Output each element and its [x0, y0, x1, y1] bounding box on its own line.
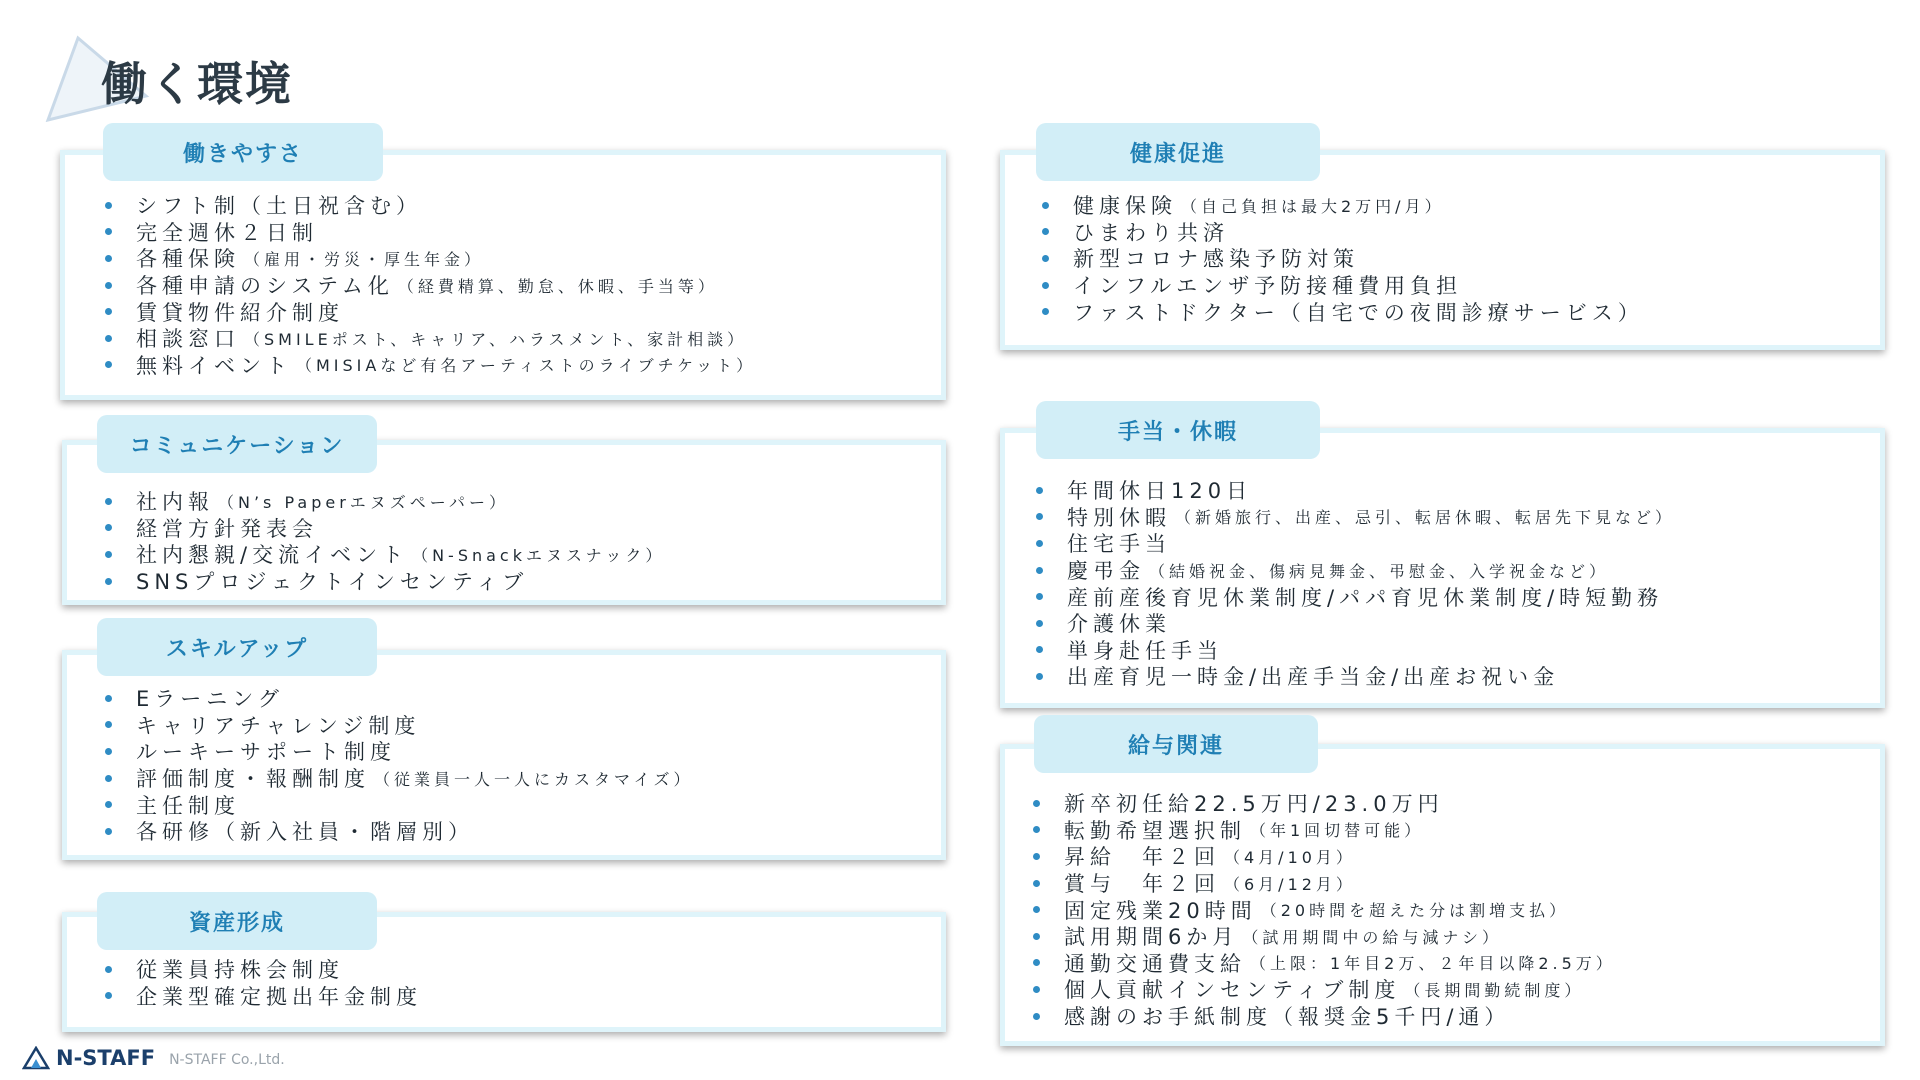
- list-item: [1033, 896, 1616, 923]
- item-main: 試用期間6か月: [1064, 925, 1239, 950]
- bullet-icon: [1033, 853, 1040, 860]
- item-sub: （自己負担は最大2万円/月）: [1181, 196, 1445, 216]
- list-item: [1033, 976, 1616, 1003]
- bullet-icon: [105, 966, 112, 973]
- item-main: 賃貸物件紹介制度: [136, 300, 344, 325]
- section-title-communication: コミュニケーション: [97, 415, 377, 473]
- bullet-icon: [1033, 986, 1040, 993]
- item-main: 社内報: [136, 490, 214, 515]
- item-main: 経営方針発表会: [136, 516, 318, 541]
- list-item: [1033, 843, 1616, 870]
- list-item: [1033, 1003, 1616, 1030]
- item-sub: （年1回切替可能）: [1250, 821, 1425, 841]
- item-sub: （従業員一人一人にカスタマイズ）: [374, 769, 694, 789]
- list-item: [1042, 219, 1648, 246]
- bullet-icon: [1033, 880, 1040, 887]
- health-list: [1042, 192, 1648, 325]
- item-main: 産前産後育児休業制度/パパ育児休業制度/時短勤務: [1067, 585, 1664, 610]
- bullet-icon: [105, 695, 112, 702]
- item-sub: （MISIAなど有名アーティストのライブチケット）: [296, 356, 757, 376]
- bullet-icon: [1042, 282, 1049, 289]
- list-item: [105, 352, 756, 379]
- assets-list: [105, 956, 426, 1009]
- list-item: [1033, 817, 1616, 844]
- list-item: [1042, 272, 1648, 299]
- item-main: 介護休業: [1067, 612, 1171, 637]
- item-sub: （新婚旅行、出産、忌引、転居休暇、転居先下見など）: [1175, 508, 1676, 528]
- item-main: 新型コロナ感染予防対策: [1073, 247, 1359, 272]
- list-item: [105, 245, 756, 272]
- card-allowance: [1000, 428, 1885, 708]
- bullet-icon: [1036, 646, 1043, 653]
- footer-company: N-STAFF Co.,Ltd.: [169, 1052, 285, 1068]
- card-salary: [1000, 744, 1885, 1046]
- list-item: [1036, 583, 1675, 610]
- bullet-icon: [1033, 826, 1040, 833]
- item-main: ルーキーサポート制度: [136, 740, 396, 765]
- bullet-icon: [105, 228, 112, 235]
- item-sub: （N-Snackエヌスナック）: [412, 545, 666, 565]
- item-main: 単身赴任手当: [1067, 638, 1223, 663]
- list-item: [105, 192, 756, 219]
- bullet-icon: [105, 308, 112, 315]
- section-title-allowance: 手当・休暇: [1036, 401, 1320, 459]
- bullet-icon: [105, 775, 112, 782]
- allowance-list: [1036, 477, 1675, 690]
- item-main: 評価制度・報酬制度: [136, 767, 370, 792]
- bullet-icon: [105, 282, 112, 289]
- bullet-icon: [1033, 1013, 1040, 1020]
- item-sub: （4月/10月）: [1224, 847, 1356, 867]
- item-main: 無料イベント: [136, 353, 292, 378]
- bullet-icon: [105, 202, 112, 209]
- list-item: [1042, 245, 1648, 272]
- bullet-icon: [1033, 800, 1040, 807]
- bullet-icon: [105, 578, 112, 585]
- bullet-icon: [105, 721, 112, 728]
- item-main: 主任制度: [136, 793, 240, 818]
- bullet-icon: [1036, 513, 1043, 520]
- list-item: [1036, 557, 1675, 584]
- page-title: 働く環境: [101, 57, 293, 111]
- item-main: 出産育児一時金/出産手当金/出産お祝い金: [1067, 665, 1560, 690]
- item-sub: （試用期間中の給与減ナシ）: [1242, 927, 1503, 947]
- list-item: [1036, 637, 1675, 664]
- section-title-skillup: スキルアップ: [97, 618, 377, 676]
- skillup-list: [105, 685, 694, 845]
- list-item: [1033, 950, 1616, 977]
- bullet-icon: [105, 498, 112, 505]
- footer-brand: N-STAFF: [56, 1046, 156, 1070]
- list-item: [105, 568, 665, 595]
- item-main: 相談窓口: [136, 327, 240, 352]
- bullet-icon: [1036, 620, 1043, 627]
- list-item: [1033, 790, 1616, 817]
- item-main: 個人貢献インセンティブ制度: [1064, 978, 1401, 1003]
- bullet-icon: [1036, 567, 1043, 574]
- item-main: 昇給 年２回: [1064, 845, 1220, 870]
- list-item: [105, 956, 426, 983]
- item-main: Eラーニング: [136, 687, 284, 712]
- section-title-workability: 働きやすさ: [103, 123, 383, 181]
- item-main: シフト制（土日祝含む）: [136, 194, 422, 219]
- bullet-icon: [1033, 959, 1040, 966]
- list-item: [105, 983, 426, 1010]
- list-item: [105, 791, 694, 818]
- nstaff-logo-icon: [22, 1046, 50, 1070]
- item-sub: （結婚祝金、傷病見舞金、弔慰金、入学祝金など）: [1149, 561, 1610, 581]
- item-sub: （20時間を超えた分は割増支払）: [1260, 901, 1570, 921]
- item-main: 企業型確定拠出年金制度: [136, 984, 422, 1009]
- bullet-icon: [1036, 487, 1043, 494]
- item-main: 感謝のお手紙制度（報奨金5千円/通）: [1064, 1005, 1511, 1030]
- bullet-icon: [1033, 906, 1040, 913]
- bullet-icon: [105, 801, 112, 808]
- bullet-icon: [1042, 308, 1049, 315]
- bullet-icon: [105, 255, 112, 262]
- list-item: [1036, 663, 1675, 690]
- workability-list: [105, 192, 756, 378]
- section-title-salary: 給与関連: [1034, 715, 1318, 773]
- item-main: SNSプロジェクトインセンティブ: [136, 570, 529, 595]
- list-item: [105, 272, 756, 299]
- bullet-icon: [1042, 202, 1049, 209]
- bullet-icon: [105, 748, 112, 755]
- item-main: 新卒初任給22.5万円/23.0万円: [1064, 792, 1444, 817]
- bullet-icon: [1042, 255, 1049, 262]
- card-workability: [60, 150, 946, 400]
- list-item: [105, 325, 756, 352]
- item-main: キャリアチャレンジ制度: [136, 713, 421, 738]
- item-sub: （N’s Paperエヌズペーパー）: [218, 492, 509, 512]
- item-main: 固定残業20時間: [1064, 898, 1257, 923]
- list-item: [1042, 298, 1648, 325]
- bullet-icon: [1042, 228, 1049, 235]
- item-main: 転勤希望選択制: [1064, 818, 1246, 843]
- bullet-icon: [105, 551, 112, 558]
- list-item: [105, 298, 756, 325]
- salary-list: [1033, 790, 1616, 1029]
- bullet-icon: [105, 335, 112, 342]
- list-item: [105, 488, 665, 515]
- bullet-icon: [105, 524, 112, 531]
- bullet-icon: [1033, 933, 1040, 940]
- bullet-icon: [1036, 673, 1043, 680]
- item-sub: （長期間勤続制度）: [1404, 980, 1585, 1000]
- list-item: [105, 515, 665, 542]
- list-item: [105, 219, 756, 246]
- item-sub: （6月/12月）: [1224, 874, 1356, 894]
- item-main: 通勤交通費支給: [1064, 951, 1246, 976]
- item-main: ファストドクター（自宅での夜間診療サービス）: [1073, 300, 1644, 325]
- item-main: ひまわり共済: [1073, 220, 1229, 245]
- list-item: [105, 712, 694, 739]
- list-item: [1033, 923, 1616, 950]
- bullet-icon: [1036, 593, 1043, 600]
- list-item: [1036, 504, 1675, 531]
- list-item: [1042, 192, 1648, 219]
- bullet-icon: [105, 828, 112, 835]
- item-main: 住宅手当: [1067, 532, 1171, 557]
- item-main: 各種申請のシステム化: [136, 274, 394, 299]
- list-item: [105, 541, 665, 568]
- list-item: [105, 738, 694, 765]
- list-item: [1036, 530, 1675, 557]
- card-skillup: [62, 650, 946, 860]
- list-item: [105, 818, 694, 845]
- bullet-icon: [105, 992, 112, 999]
- bullet-icon: [105, 361, 112, 368]
- item-main: 賞与 年２回: [1064, 872, 1220, 897]
- item-sub: （上限：1年目2万、２年目以降2.5万）: [1250, 954, 1616, 974]
- section-title-assets: 資産形成: [97, 892, 377, 950]
- footer-logo: [22, 1046, 285, 1070]
- item-main: 各種保険: [136, 247, 240, 272]
- item-main: 慶弔金: [1067, 559, 1145, 584]
- item-main: 年間休日120日: [1067, 479, 1253, 504]
- item-sub: （経費精算、勤怠、休暇、手当等）: [397, 276, 718, 296]
- item-main: 完全週休２日制: [136, 220, 318, 245]
- item-main: 従業員持株会制度: [136, 958, 344, 983]
- section-title-health: 健康促進: [1036, 123, 1320, 181]
- item-main: 健康保険: [1073, 194, 1177, 219]
- item-main: 特別休暇: [1067, 505, 1171, 530]
- item-main: 社内懇親/交流イベント: [136, 543, 409, 568]
- bullet-icon: [1036, 540, 1043, 547]
- list-item: [1036, 477, 1675, 504]
- item-sub: （雇用・労災・厚生年金）: [244, 249, 485, 269]
- communication-list: [105, 488, 665, 594]
- list-item: [105, 685, 694, 712]
- list-item: [1036, 610, 1675, 637]
- item-main: インフルエンザ予防接種費用負担: [1073, 274, 1463, 299]
- list-item: [1033, 870, 1616, 897]
- item-sub: （SMILEポスト、キャリア、ハラスメント、家計相談）: [244, 329, 748, 349]
- list-item: [105, 765, 694, 792]
- item-main: 各研修（新入社員・階層別）: [136, 820, 474, 845]
